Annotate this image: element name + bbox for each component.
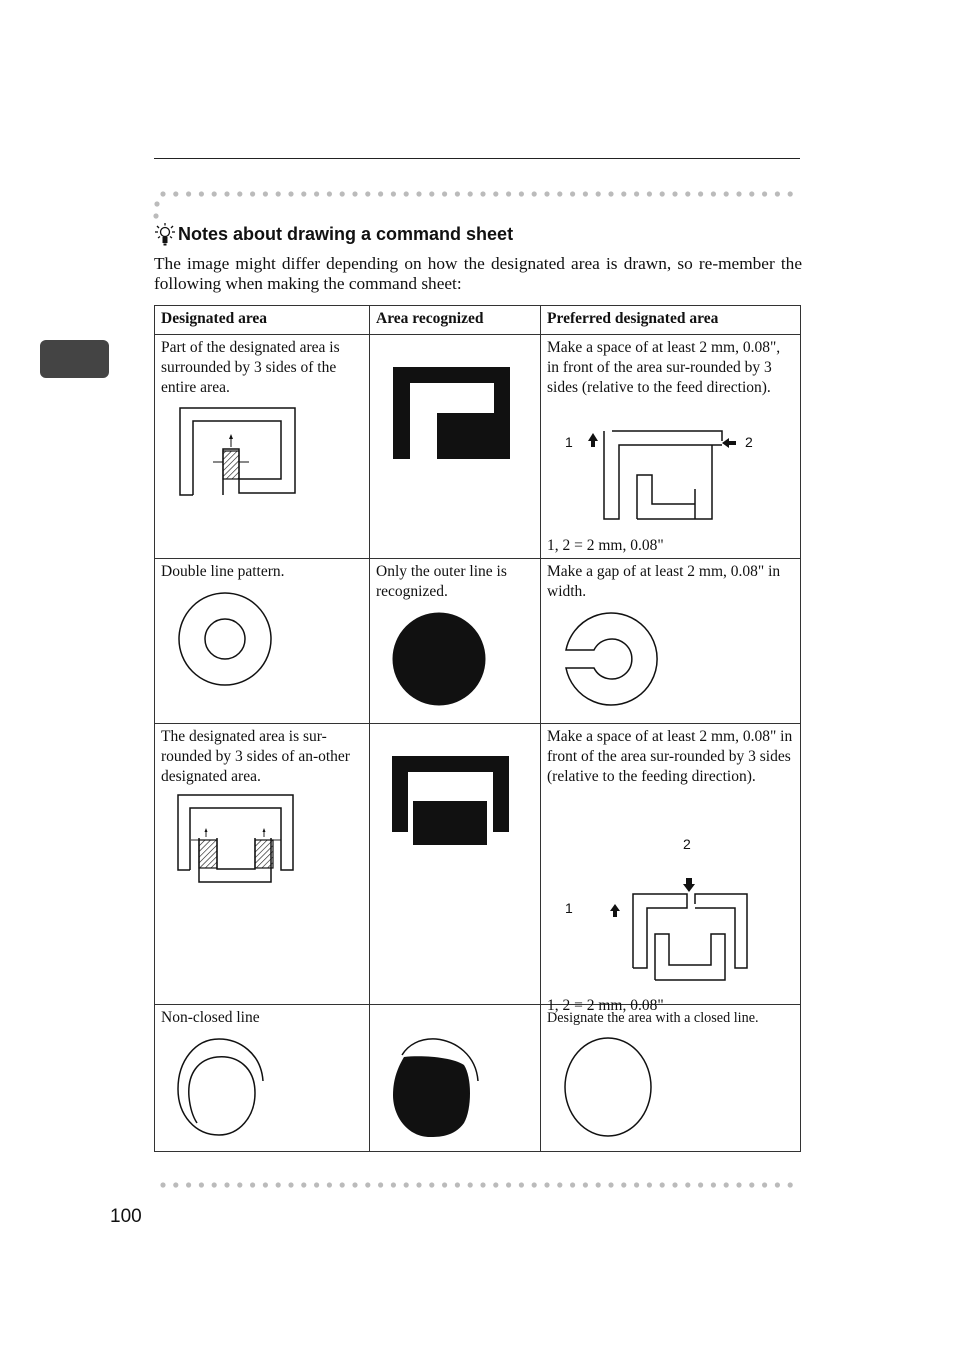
separator-dot — [711, 191, 716, 196]
separator-dot — [660, 191, 665, 196]
separator-dot — [519, 1182, 524, 1187]
separator-dot — [647, 191, 652, 196]
separator-dot — [775, 191, 780, 196]
nested-areas-figure — [177, 794, 295, 886]
separator-dot — [519, 191, 524, 196]
top-rule — [154, 158, 800, 159]
separator-dot — [480, 1182, 485, 1187]
separator-dot — [237, 1182, 242, 1187]
separator-dot — [557, 191, 562, 196]
row4-designated-cell — [155, 1005, 370, 1152]
separator-dot — [263, 1182, 268, 1187]
separator-dot — [263, 191, 268, 196]
separator-dot — [634, 191, 639, 196]
separator-dot — [583, 191, 588, 196]
intro-paragraph: The image might differ depending on how the designated area is drawn, so re-member the following when making the command sheet: — [154, 254, 802, 293]
separator-dot — [455, 191, 460, 196]
separator-dot — [416, 191, 421, 196]
separator-dot — [186, 191, 191, 196]
separator-dot — [685, 1182, 690, 1187]
separator-dot — [736, 191, 741, 196]
command-sheet-table — [154, 305, 801, 1152]
row1-designated-cell — [155, 335, 370, 559]
row3-recognized-cell — [370, 724, 541, 1005]
separator-dot — [506, 191, 511, 196]
row1-preferred-cell — [541, 335, 801, 559]
row2-preferred-cell — [541, 559, 801, 724]
separator-dot — [480, 191, 485, 196]
separator-dot — [711, 1182, 716, 1187]
separator-dot — [224, 191, 229, 196]
recognized-shape-figure — [393, 367, 511, 459]
recognized-nested-figure — [392, 756, 510, 846]
separator-dot — [391, 1182, 396, 1187]
separator-dot — [583, 1182, 588, 1187]
separator-dot — [634, 1182, 639, 1187]
separator-dot — [301, 1182, 306, 1187]
separator-dot — [544, 1182, 549, 1187]
separator-dot — [442, 1182, 447, 1187]
separator-dot — [276, 191, 281, 196]
row4-recognized-cell — [370, 1005, 541, 1152]
separator-dot — [186, 1182, 191, 1187]
separator-dot — [160, 191, 165, 196]
separator-dot — [608, 191, 613, 196]
separator-dot — [288, 1182, 293, 1187]
row1-footnote: 1, 2 = 2 mm, 0.08" — [547, 537, 664, 554]
row2-recognized-cell — [370, 559, 541, 724]
row3-preferred-text: Make a space of at least 2 mm, 0.08" in front of the area sur-rounded by 3 sides (relative to the feeding direction). — [547, 728, 793, 785]
separator-dot — [493, 1182, 498, 1187]
separator-dot — [288, 191, 293, 196]
separator-dot — [199, 1182, 204, 1187]
separator-dot — [327, 1182, 332, 1187]
preferred-nested-figure — [601, 858, 751, 988]
separator-dot — [621, 1182, 626, 1187]
closed-ellipse-figure — [563, 1037, 653, 1139]
separator-dot — [250, 191, 255, 196]
separator-dot — [327, 191, 332, 196]
header-designated-area: Designated area — [155, 306, 370, 335]
separator-dot — [340, 1182, 345, 1187]
separator-dot — [736, 1182, 741, 1187]
gapped-circle-figure — [563, 611, 659, 707]
separator-dot — [429, 1182, 434, 1187]
separator-dot — [788, 191, 793, 196]
separator-dot — [237, 191, 242, 196]
table-row — [155, 559, 801, 724]
separator-dot — [455, 1182, 460, 1187]
separator-dot — [352, 1182, 357, 1187]
lightbulb-icon — [154, 222, 176, 246]
separator-dot — [365, 191, 370, 196]
separator-dot — [212, 1182, 217, 1187]
row4-designated-text: Non-closed line — [161, 1009, 260, 1026]
separator-dot — [378, 191, 383, 196]
row2-preferred-text: Make a gap of at least 2 mm, 0.08" in width. — [547, 563, 781, 600]
separator-dot — [724, 1182, 729, 1187]
label-2: 2 — [683, 836, 691, 852]
separator-dot — [212, 191, 217, 196]
row3-footnote: 1, 2 = 2 mm, 0.08" — [547, 997, 664, 1014]
separator-dot — [570, 191, 575, 196]
header-area-recognized: Area recognized — [370, 306, 541, 335]
separator-dot — [468, 191, 473, 196]
separator-dot — [762, 191, 767, 196]
dotted-separator-top — [160, 191, 800, 197]
row3-designated-cell — [155, 724, 370, 1005]
separator-dot — [301, 191, 306, 196]
separator-dot — [416, 1182, 421, 1187]
table-header-row — [155, 306, 801, 335]
separator-dot — [532, 191, 537, 196]
separator-dot — [749, 191, 754, 196]
separator-dot — [698, 191, 703, 196]
separator-dot — [724, 191, 729, 196]
separator-dot — [762, 1182, 767, 1187]
chapter-tab — [40, 340, 109, 378]
separator-dot — [391, 191, 396, 196]
row4-preferred-text: Designate the area with a closed line. — [547, 1010, 759, 1026]
label-1: 1 — [565, 900, 573, 916]
dotted-separator-bottom — [160, 1182, 800, 1188]
separator-dot — [596, 1182, 601, 1187]
separator-dot — [775, 1182, 780, 1187]
separator-dot — [340, 191, 345, 196]
label-1: 1 — [565, 434, 573, 450]
separator-dot — [749, 1182, 754, 1187]
separator-dot — [544, 191, 549, 196]
separator-dot — [596, 191, 601, 196]
separator-dot — [173, 1182, 178, 1187]
row1-recognized-cell — [370, 335, 541, 559]
separator-dot — [570, 1182, 575, 1187]
separator-dot — [314, 191, 319, 196]
header-preferred-area: Preferred designated area — [541, 306, 801, 335]
separator-dot — [672, 1182, 677, 1187]
separator-dot — [352, 191, 357, 196]
separator-dot — [647, 1182, 652, 1187]
separator-dot — [506, 1182, 511, 1187]
table-row — [155, 335, 801, 559]
three-sides-surround-figure — [179, 407, 299, 499]
separator-dot — [672, 191, 677, 196]
separator-dot — [532, 1182, 537, 1187]
recognized-partial-figure — [392, 1037, 482, 1139]
separator-dot — [621, 191, 626, 196]
separator-dot — [608, 1182, 613, 1187]
separator-dot — [276, 1182, 281, 1187]
separator-dot — [493, 191, 498, 196]
separator-dot — [365, 1182, 370, 1187]
row1-preferred-text: Make a space of at least 2 mm, 0.08", in front of the area sur-rounded by 3 sides (relative to the feed direction). — [547, 339, 781, 396]
row3-designated-text: The designated area is sur-rounded by 3 sides of an-other designated area. — [161, 728, 350, 785]
row1-designated-text: Part of the designated area is surrounded by 3 sides of the entire area. — [161, 339, 340, 396]
section-heading — [154, 220, 513, 248]
separator-dot — [788, 1182, 793, 1187]
separator-dot — [429, 191, 434, 196]
row4-preferred-cell — [541, 1005, 801, 1152]
separator-dot — [199, 191, 204, 196]
separator-dot — [685, 191, 690, 196]
separator-dot — [314, 1182, 319, 1187]
row2-designated-cell — [155, 559, 370, 724]
page-number: 100 — [110, 1206, 142, 1227]
separator-dot — [173, 191, 178, 196]
separator-dot — [250, 1182, 255, 1187]
non-closed-line-figure — [177, 1037, 269, 1139]
preferred-spaced-figure — [579, 429, 747, 521]
label-2: 2 — [745, 434, 753, 450]
table-row — [155, 724, 801, 1005]
page-title: Notes about drawing a command sheet — [178, 223, 514, 244]
separator-dot — [378, 1182, 383, 1187]
separator-dot — [698, 1182, 703, 1187]
separator-dot — [224, 1182, 229, 1187]
separator-dot — [468, 1182, 473, 1187]
table-row — [155, 1005, 801, 1152]
separator-dot — [557, 1182, 562, 1187]
separator-dot — [160, 1182, 165, 1187]
separator-dot — [442, 191, 447, 196]
double-line-circle-figure — [177, 591, 273, 687]
row3-preferred-cell — [541, 724, 801, 1014]
row2-designated-text: Double line pattern. — [161, 563, 285, 580]
row2-recognized-text: Only the outer line is recognized. — [376, 563, 507, 600]
separator-dot — [404, 1182, 409, 1187]
filled-circle-figure — [392, 611, 488, 707]
separator-dot — [660, 1182, 665, 1187]
separator-dot — [404, 191, 409, 196]
